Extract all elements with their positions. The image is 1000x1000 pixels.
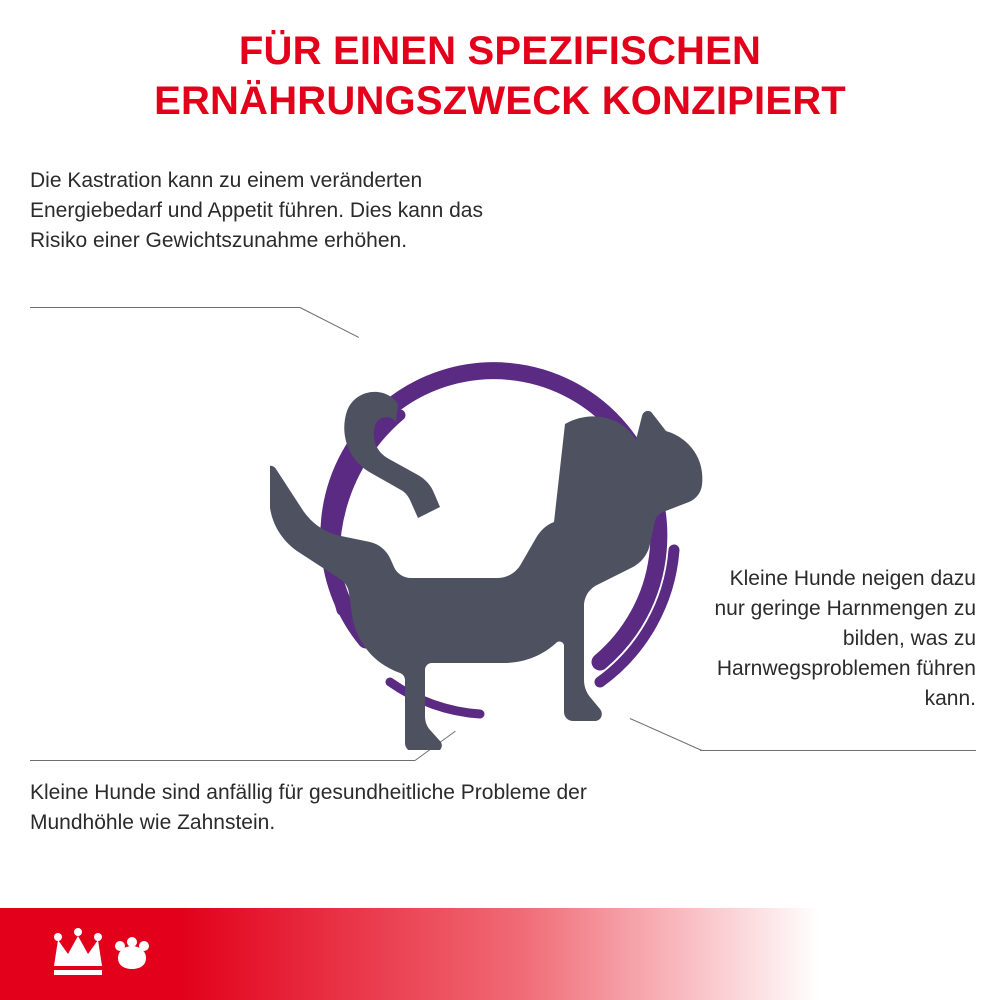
- callout-top-left-text: Die Kastration kann zu einem veränderten Energiebedarf und Appetit führen. Dies kann das Risiko einer Gewichtszunahme erhöhen.: [30, 169, 483, 252]
- royal-canin-crown-logo-icon: [44, 922, 164, 986]
- footer: [0, 908, 1000, 1000]
- callout-bottom-left-text: Kleine Hunde sind anfällig für gesundheitliche Probleme der Mundhöhle wie Zahnstein.: [30, 781, 587, 834]
- leader-line-right-horizontal: [700, 750, 976, 751]
- page-title-line-2: ERNÄHRUNGSZWECK KONZIPIERT: [154, 79, 846, 123]
- leader-line-bottom-horizontal: [30, 760, 415, 761]
- callout-right-text: Kleine Hunde neigen dazu nur geringe Harnmengen zu bilden, was zu Harnwegsproblemen führen kann.: [714, 567, 976, 710]
- leader-line-top-horizontal: [30, 307, 300, 308]
- dog-silhouette-with-arc-icon: [270, 310, 730, 750]
- page-title-line-1: FÜR EINEN SPEZIFISCHEN: [238, 29, 762, 73]
- page-title: [0, 26, 1000, 126]
- illustration-container: [270, 310, 730, 750]
